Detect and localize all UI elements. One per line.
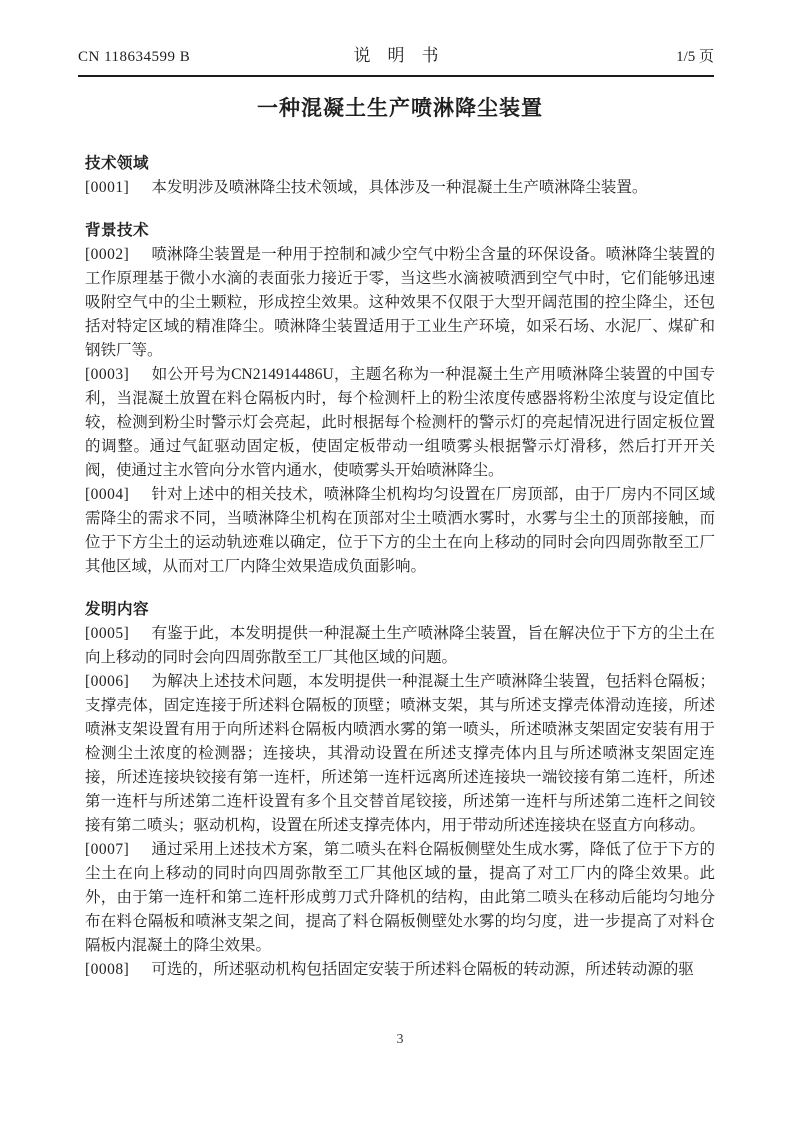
document-type-label: 说 明 书	[353, 46, 439, 65]
paragraph-0006	[85, 670, 715, 838]
paragraph-number: [0007]	[85, 841, 130, 858]
page-header	[78, 0, 714, 77]
paragraph-0001	[85, 176, 715, 200]
page-number: 3	[396, 1032, 404, 1047]
paragraph-number: [0002]	[85, 246, 130, 263]
document-body	[85, 152, 715, 982]
paragraph-text: 可选的，所述驱动机构包括固定安装于所述料仓隔板的转动源，所述转动源的驱	[151, 961, 694, 978]
paragraph-0002	[85, 243, 715, 363]
paragraph-text: 本发明涉及喷淋降尘技术领域，具体涉及一种混凝土生产喷淋降尘装置。	[151, 179, 648, 196]
document-title: 一种混凝土生产喷淋降尘装置	[257, 97, 543, 120]
paragraph-0003	[85, 363, 715, 483]
paragraph-text: 针对上述中的相关技术，喷淋降尘机构均匀设置在厂房顶部，由于厂房内不同区域需降尘的需求不同，当喷淋降尘机构在顶部对尘土喷洒水雾时，水雾与尘土的顶部接触，而位于下方尘土的运动轨迹难以确定，位于下方的尘土在向上移动的同时会向四周弥散至工厂其他区域，从而对工厂内降尘效果造成负面影响。	[85, 486, 715, 575]
paragraph-number: [0003]	[85, 366, 130, 383]
paragraph-0007	[85, 838, 715, 958]
paragraph-number: [0008]	[85, 961, 130, 978]
paragraph-number: [0004]	[85, 486, 130, 503]
paragraph-number: [0001]	[85, 179, 130, 196]
document-number: CN 118634599 B	[78, 49, 191, 65]
section-heading-background: 背景技术	[85, 222, 150, 239]
paragraph-text: 如公开号为CN214914486U，主题名称为一种混凝土生产用喷淋降尘装置的中国专利，当混凝土放置在料仓隔板内时，每个检测杆上的粉尘浓度传感器将粉尘浓度与设定值比较，检测到粉尘时警示灯会亮起，此时根据每个检测杆的警示灯的亮起情况进行固定板位置的调整。通过气缸驱动固定板，使固定板带动一组喷雾头根据警示灯滑移，然后打开开关阀，使通过主水管向分水管内通水，使喷雾头开始喷淋降尘。	[85, 366, 715, 479]
section-heading-technical-field: 技术领域	[85, 155, 150, 172]
paragraph-0005	[85, 622, 715, 670]
paragraph-number: [0006]	[85, 673, 130, 690]
paragraph-text: 有鉴于此，本发明提供一种混凝土生产喷淋降尘装置，旨在解决位于下方的尘土在向上移动的同时会向四周弥散至工厂其他区域的问题。	[85, 625, 715, 666]
paragraph-0004	[85, 483, 715, 579]
paragraph-number: [0005]	[85, 625, 130, 642]
paragraph-text: 喷淋降尘装置是一种用于控制和减少空气中粉尘含量的环保设备。喷淋降尘装置的工作原理基于微小水滴的表面张力接近于零，当这些水滴被喷洒到空气中时，它们能够迅速吸附空气中的尘土颗粒，形成控尘效果。这种效果不仅限于大型开阔范围的控尘降尘，还包括对特定区域的精准降尘。喷淋降尘装置适用于工业生产环境，如采石场、水泥厂、煤矿和钢铁厂等。	[85, 246, 715, 359]
paragraph-0008	[85, 958, 715, 982]
page-indicator: 1/5 页	[676, 49, 714, 65]
section-heading-summary: 发明内容	[85, 601, 150, 618]
paragraph-text: 为解决上述技术问题，本发明提供一种混凝土生产喷淋降尘装置，包括料仓隔板；支撑壳体，固定连接于所述料仓隔板的顶壁；喷淋支架，其与所述支撑壳体滑动连接，所述喷淋支架设置有用于向所述料仓隔板内喷洒水雾的第一喷头，所述喷淋支架固定安装有用于检测尘土浓度的检测器；连接块，其滑动设置在所述支撑壳体内且与所述喷淋支架固定连接，所述连接块铰接有第一连杆，所述第一连杆远离所述连接块一端铰接有第二连杆，所述第一连杆与所述第二连杆设置有多个且交替首尾铰接，所述第一连杆与所述第二连杆之间铰接有第二喷头；驱动机构，设置在所述支撑壳体内，用于带动所述连接块在竖直方向移动。	[85, 673, 715, 834]
paragraph-text: 通过采用上述技术方案，第二喷头在料仓隔板侧壁处生成水雾，降低了位于下方的尘土在向上移动的同时向四周弥散至工厂其他区域的量，提高了对工厂内的降尘效果。此外，由于第一连杆和第二连杆形成剪刀式升降机的结构，由此第二喷头在移动后能均匀地分布在料仓隔板和喷淋支架之间，提高了料仓隔板侧壁处水雾的均匀度，进一步提高了对料仓隔板内混凝土的降尘效果。	[85, 841, 715, 954]
